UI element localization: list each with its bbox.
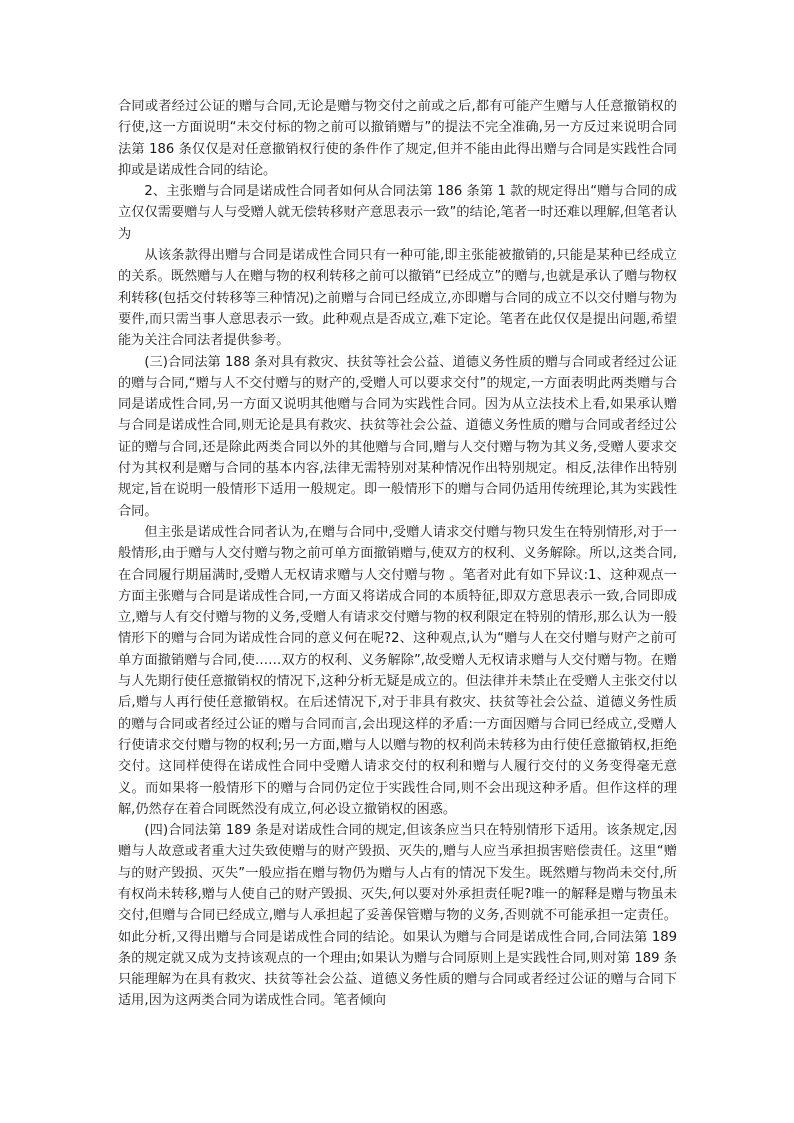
paragraph-section-4: (四)合同法第 189 条是对诺成性合同的规定,但该条应当只在特别情形下适用。该条规定,因赠与人故意或者重大过失致使赠与的财产毁损、灭失的,赠与人应当承担损害赔偿责任。这里“赠与的财产毁损、灭失”一般应指在赠与物仍为赠与人占有的情况下发生。既然赠与物尚未交付,所有权尚未转移,赠与人使自己的财产毁损、灭失,何以要对外承担责任呢?唯一的解释是赠与物虽未交付,但赠与合同已经成立,赠与人承担起了妥善保管赠与物的义务,否则就不可能承担一定责任。如此分析,又得出赠与合同是诺成性合同的结论。如果认为赠与合同是诺成性合同,合同法第 189 条的规定就又成为支持该观点的一个理由;如果认为赠与合同原则上是实践性合同,则对第 189 条只能理解为在具有救灾、扶贫等社会公益、道德义务性质的赠与合同或者经过公证的赠与合同下适用,因为这两类合同为诺成性合同。笔者倾向: [118, 823, 677, 1009]
paragraph-section-3: (三)合同法第 188 条对具有救灾、扶贫等社会公益、道德义务性质的赠与合同或者经过公证的赠与合同,“赠与人不交付赠与的财产的,受赠人可以要求交付”的规定,一方面表明此两类赠与合同是诺成性合同,另一方面又说明其他赠与合同为实践性合同。因为从立法技术上看,如果承认赠与合同是诺成性合同,则无论是具有救灾、扶贫等社会公益、道德义务性质的赠与合同或者经过公证的赠与合同,还是除此两类合同以外的其他赠与合同,赠与人交付赠与物为其义务,受赠人要求交付为其权利是赠与合同的基本内容,法律无需特别对某种情况作出特别规定。相反,法律作出特别规定,旨在说明一般情形下适用一般规定。即一般情形下的赠与合同仍适用传统理论,其为实践性合同。: [118, 354, 677, 519]
paragraph-objection: 但主张是诺成性合同者认为,在赠与合同中,受赠人请求交付赠与物只发生在特别情形,对于一般情形,由于赠与人交付赠与物之前可单方面撤销赠与,使双方的权利、义务解除。所以,这类合同,在合同履行期届满时,受赠人无权请求赠与人交付赠与物 。笔者对此有如下异议:1、这种观点一方面主张赠与合同是诺成性合同,一方面又将诺成合同的本质特征,即双方意思表示一致,合同即成立,赠与人有交付赠与物的义务,受赠人有请求交付赠与物的权利限定在特别的情形,那么认为一般情形下的赠与合同为诺成性合同的意义何在呢?2、这种观点,认为“赠与人在交付赠与财产之前可单方面撤销赠与合同,使……双方的权利、义务解除”,故受赠人无权请求赠与人交付赠与物。在赠与人先期行使任意撤销权的情况下,这种分析无疑是成立的。但法律并未禁止在受赠人主张交付以后,赠与人再行使任意撤销权。在后述情况下,对于非具有救灾、扶贫等社会公益、道德义务性质的赠与合同或者经过公证的赠与合同而言,会出现这样的矛盾:一方面因赠与合同已经成立,受赠人行使请求交付赠与物的权利;另一方面,赠与人以赠与物的权利尚未转移为由行使任意撤销权,拒绝交付。这同样使得在诺成性合同中受赠人请求交付的权利和赠与人履行交付的义务变得毫无意义。而如果将一般情形下的赠与合同仍定位于实践性合同,则不会出现这种矛盾。但作这样的理解,仍然存在着合同既然没有成立,何必设立撤销权的困惑。: [118, 524, 677, 817]
paragraph-point-2: 2、主张赠与合同是诺成性合同者如何从合同法第 186 条第 1 款的规定得出“赠与合同的成立仅仅需要赠与人与受赠人就无偿转移财产意思表示一致”的结论,笔者一时还难以理解,但笔者认为: [118, 184, 677, 242]
paragraph-indented-block: 从该条款得出赠与合同是诺成性合同只有一种可能,即主张能被撤销的,只能是某种已经成立的关系。既然赠与人在赠与物的权利转移之前可以撤销“已经成立”的赠与,也就是承认了赠与物权利转移(包括交付转移等三种情况)之前赠与合同已经成立,亦即赠与合同的成立不以交付赠与物为要件,而只需当事人意思表示一致。此种观点是否成立,难下定论。笔者在此仅仅是提出问题,希望能为关注合同法者提供参考。: [118, 248, 677, 349]
paragraph-continuation: 合同或者经过公证的赠与合同,无论是赠与物交付之前或之后,都有可能产生赠与人任意撤销权的行使,这一方面说明“未交付标的物之前可以撤销赠与”的提法不完全准确,另一方反过来说明合同法第 186 条仅仅是对任意撤销权行使的条件作了规定,但并不能由此得出赠与合同是实践性合同抑或是诺成性合同的结论。: [118, 99, 677, 178]
document-body: [118, 96, 677, 1012]
